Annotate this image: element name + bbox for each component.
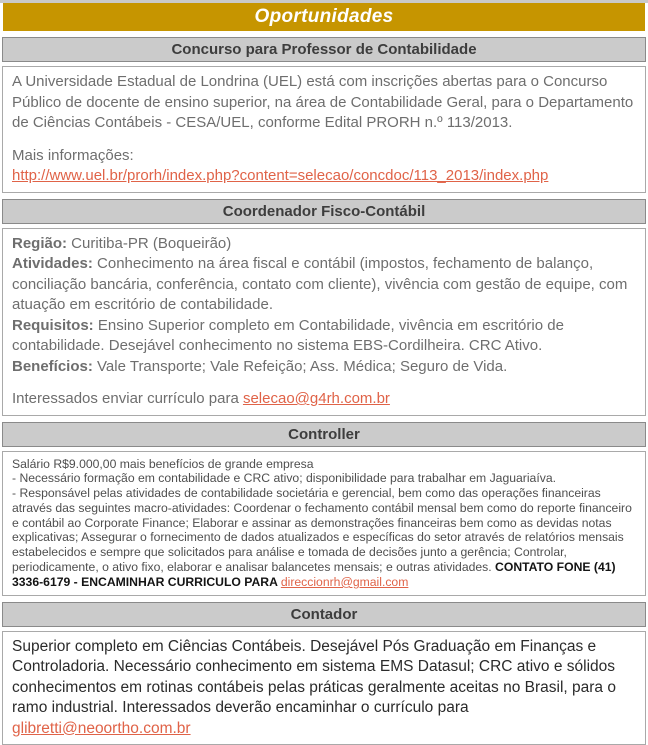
section-header-controller — [2, 422, 646, 447]
section-body-controller — [2, 451, 646, 596]
field-label: Atividades: — [12, 255, 93, 272]
direccionrh-email-link[interactable]: direccionrh@gmail.com — [280, 574, 409, 589]
field-atividades — [12, 254, 636, 316]
uel-link-line — [12, 166, 636, 187]
section-header-label: Contador — [290, 605, 358, 623]
field-value: Vale Transporte; Vale Refeição; Ass. Médica; Seguro de Vida. — [92, 357, 508, 375]
neoortho-email-link[interactable]: glibretti@neoortho.com.br — [12, 719, 191, 737]
controller-responsibilities — [12, 486, 636, 590]
field-value: Ensino Superior completo em Contabilidade, vivência em escritório de contabilidade. Desejável conhecimento no sistema EBS-Cordilheira. CRC Ativo. — [12, 316, 564, 354]
contact-bold-text: CONTATO FONE (41) 3336-6179 - ENCAMINHAR CURRICULO PARA — [12, 560, 616, 589]
section-header-concurso — [2, 37, 646, 62]
section-body-contador — [2, 631, 646, 745]
field-value: Conhecimento na área fiscal e contábil (impostos, fechamento de balanço, conciliação bancária, conferência, contato com cliente), vivência com gestão de equipe, com atuação em escritório de contabilidade. — [12, 255, 628, 313]
field-label: Benefícios: — [12, 357, 93, 375]
field-regiao — [12, 234, 636, 255]
section-body-coordenador — [2, 228, 646, 416]
concurso-paragraph: A Universidade Estadual de Londrina (UEL) está com inscrições abertas para o Concurso Público de docente de ensino superior, na área de Contabilidade Geral, para o Departamento de Ciências Contábeis - CESA/UEL, conforme Edital PRORH n.º 113/2013. — [12, 73, 634, 131]
g4rh-email-link[interactable]: selecao@g4rh.com.br — [242, 390, 390, 407]
closing-text: Interessados enviar currículo para — [12, 390, 243, 407]
contador-text: Superior completo em Ciências Contábeis. Desejável Pós Graduação em Finanças e Controladoria. Necessário conhecimento em sistema EMS Datasul; CRC ativo e sólidos conhecimentos em rotinas contábeis pelas práticas geralmente aceitas no Brasil, para o ramo industrial. Interessados deverão encaminhar o currículo para — [12, 637, 616, 717]
section-header-contador — [2, 602, 646, 627]
uel-concurso-link[interactable]: http://www.uel.br/prorh/index.php?content=selecao/concdoc/113_2013/index.php — [12, 167, 549, 184]
field-label: Requisitos: — [12, 316, 94, 334]
controller-requirement-line: - Necessário formação em contabilidade e CRC ativo; disponibilidade para trabalhar em Jaguariaíva. — [12, 471, 556, 486]
field-requisitos — [12, 316, 636, 357]
field-beneficios — [12, 357, 636, 378]
page-title: Oportunidades — [3, 3, 645, 31]
field-label: Região: — [12, 234, 68, 252]
more-info-label: Mais informações: — [12, 146, 134, 164]
controller-salary-line: Salário R$9.000,00 mais benefícios de grande empresa — [12, 456, 314, 471]
coordenador-closing-line — [12, 389, 636, 410]
section-header-label: Controller — [288, 425, 360, 443]
section-header-coordenador — [2, 199, 646, 224]
field-value: Curitiba-PR (Boqueirão) — [67, 234, 232, 252]
section-header-label: Concurso para Professor de Contabilidade — [171, 41, 477, 58]
section-header-label: Coordenador Fisco-Contábil — [222, 202, 426, 220]
section-body-concurso — [2, 66, 646, 193]
responsibilities-text: - Responsável pelas atividades de contabilidade societária e gerencial, bem como das operações financeiras através das seguintes macro-atividades: Coordenar o fechamento contábil mensal bem como do reporte financeiro e contábil ao Corporate Finance; Elaborar e assinar as demonstrações financeiras bem como as devidas notas explicativas; Assegurar o fornecimento de dados atualizados e específicas do setor através de relatórios mensais estabelecidos e sempre que solicitados para análise e tomada de decisões junto a gerência; Controlar, periodicamente, o ativo fixo, elaborar e analisar balancetes mensais; e outras atividades. — [12, 486, 632, 575]
